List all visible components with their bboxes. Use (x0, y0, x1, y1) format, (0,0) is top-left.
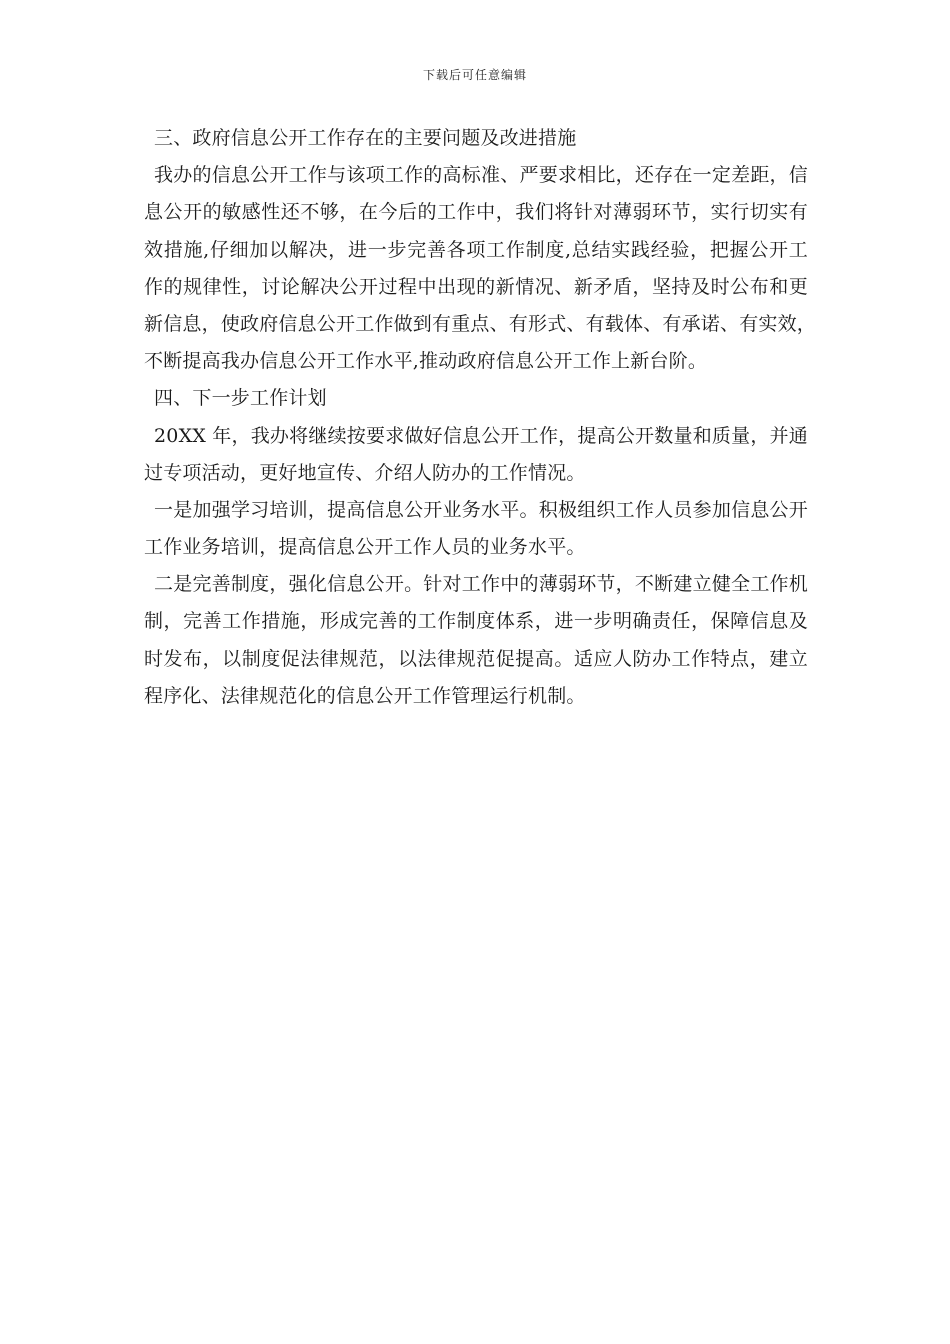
document-body (144, 120, 817, 715)
section3-line-6: 不断提高我办信息公开工作水平,推动政府信息公开工作上新台阶。 (144, 350, 708, 373)
section4-para1-line-1: 20XX 年，我办将继续按要求做好信息公开工作，提高公开数量和质量，并通 (154, 424, 808, 447)
section3-heading: 三、政府信息公开工作存在的主要问题及改进措施 (154, 127, 577, 149)
section4-heading: 四、下一步工作计划 (154, 387, 327, 410)
section3-line-5: 新信息，使政府信息公开工作做到有重点、有形式、有载体、有承诺、有实效， (144, 312, 817, 335)
section4-para3-line-3: 时发布，以制度促法律规范，以法律规范促提高。适应人防办工作特点，建立 (144, 647, 808, 670)
section4-para1-line-2: 过专项活动，更好地宣传、介绍人防办的工作情况。 (144, 461, 586, 484)
section4-para3-line-1: 二是完善制度，强化信息公开。针对工作中的薄弱环节，不断建立健全工作机 (154, 573, 808, 596)
section3-line-4: 作的规律性，讨论解决公开过程中出现的新情况、新矛盾，坚持及时公布和更 (144, 275, 808, 298)
section4-para3-line-2: 制，完善工作措施，形成完善的工作制度体系，进一步明确责任，保障信息及 (144, 610, 808, 633)
section3-line-2: 息公开的敏感性还不够，在今后的工作中，我们将针对薄弱环节，实行切实有 (144, 201, 808, 224)
section3-line-3: 效措施,仔细加以解决，进一步完善各项工作制度,总结实践经验，把握公开工 (144, 238, 808, 261)
section4-para2-line-1: 一是加强学习培训，提高信息公开业务水平。积极组织工作人员参加信息公开 (154, 498, 808, 521)
section4-para3-line-4: 程序化、法律规范化的信息公开工作管理运行机制。 (144, 684, 586, 707)
header-note: 下载后可任意编辑 (422, 68, 527, 82)
section3-line-1: 我办的信息公开工作与该项工作的高标准、严要求相比，还存在一定差距，信 (154, 164, 808, 187)
section4-para2-line-2: 工作业务培训，提高信息公开工作人员的业务水平。 (144, 536, 586, 559)
